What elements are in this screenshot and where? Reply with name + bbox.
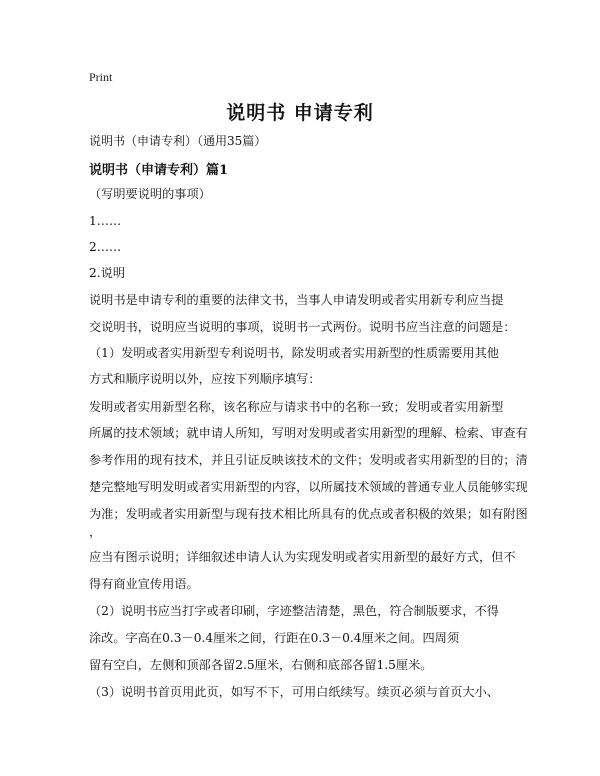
subtitle: 说明书（申请专利）（通用35篇） [89,134,267,148]
body-line: 应当有图示说明；详细叙述申请人认为实现发明或者实用新型的最好方式，但不 [89,550,516,564]
body-line: 1…… [89,214,122,228]
body-line: （写明要说明的事项） [89,187,211,201]
body-line: 所属的技术领域；就申请人所知，写明对发明或者实用新型的理解、检索、审查有 [89,426,528,440]
body-line: （1）发明或者实用新型专利说明书，除发明或者实用新型的性质需要用其他 [89,346,499,360]
body-line: 得有商业宣传用语。 [89,577,199,591]
body-line: （3）说明书首页用此页，如写不下，可用白纸续写。续页必须与首页大小、 [89,685,499,699]
body-line: （2）说明书应当打字或者印刷，字迹整洁清楚，黑色，符合制版要求，不得 [89,604,499,618]
body-line: 交说明书，说明应当说明的事项，说明书一式两份。说明书应当注意的问题是： [89,320,516,334]
page-title: 说明书 申请专利 [226,102,374,124]
body-line: 2.说明 [89,266,126,280]
section-heading: 说明书（申请专利）篇1 [89,163,229,178]
body-line: 发明或者实用新型名称，该名称应与请求书中的名称一致；发明或者实用新型 [89,400,504,414]
print-label: Print [89,70,113,84]
body-line: 留有空白，左侧和顶部各留2.5厘米，右侧和底部各留1.5厘米。 [89,658,433,672]
body-line: 参考作用的现有技术，并且引证反映该技术的文件；发明或者实用新型的目的；清 [89,453,528,467]
body-line: 楚完整地写明发明或者实用新型的内容，以所属技术领域的普通专业人员能够实现 [89,480,528,494]
body-line: 2…… [89,240,122,254]
body-line: 涂改。字高在0.3－0.4厘米之间，行距在0.3－0.4厘米之间。四周须 [89,631,460,645]
body-line: ， [89,525,102,539]
body-line: 方式和顺序说明以外，应按下列顺序填写： [89,372,321,386]
body-line: 说明书是申请专利的重要的法律文书，当事人申请发明或者实用新专利应当提 [89,293,504,307]
body-line: 为准；发明或者实用新型与现有技术相比所具有的优点或者积极的效果；如有附图 [89,507,528,521]
